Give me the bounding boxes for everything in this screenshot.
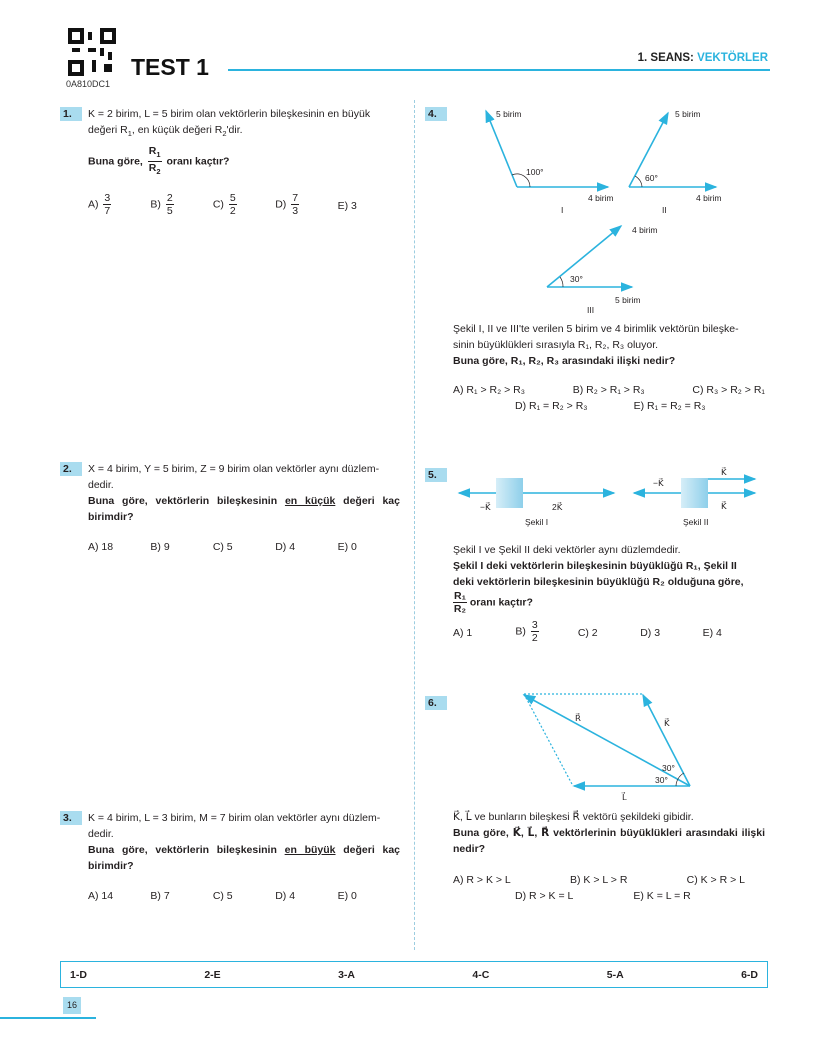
svg-text:−K⃗: −K⃗ bbox=[480, 502, 491, 512]
footer-rule bbox=[0, 1017, 96, 1019]
svg-text:K⃗: K⃗ bbox=[721, 467, 727, 477]
question-3 bbox=[88, 810, 400, 903]
q4-question: Buna göre, R₁, R₂, R₃ arasındaki ilişki nedir? bbox=[453, 355, 676, 367]
question-number: 1. bbox=[60, 107, 82, 121]
q5-question: Şekil I deki vektörlerin bileşkesinin büyüklüğü R₁, Şekil II bbox=[453, 560, 737, 572]
q3-text-2: dedir. bbox=[88, 828, 114, 840]
option-c[interactable]: C) K > R > L bbox=[686, 874, 745, 886]
option-e[interactable]: E) 0 bbox=[337, 541, 357, 553]
q4-text-2: sinin büyüklükleri sırasıyla R₁, R₂, R₃ oluyor. bbox=[453, 339, 659, 351]
option-b[interactable]: B) R₂ > R₁ > R₃ bbox=[572, 384, 645, 396]
option-c[interactable]: C) R₃ > R₂ > R₁ bbox=[692, 384, 765, 396]
answer-1: 1-D bbox=[70, 968, 87, 981]
svg-text:III: III bbox=[587, 305, 595, 315]
test-title: TEST 1 bbox=[131, 54, 209, 80]
header-rule bbox=[228, 69, 770, 71]
option-a[interactable]: A) R₁ > R₂ > R₃ bbox=[453, 384, 525, 396]
svg-text:5 birim: 5 birim bbox=[496, 109, 522, 119]
session-topic: VEKTÖRLER bbox=[697, 52, 768, 64]
option-e[interactable]: E) R₁ = R₂ = R₃ bbox=[633, 400, 706, 412]
svg-text:30°: 30° bbox=[662, 763, 675, 773]
page-number: 16 bbox=[63, 997, 81, 1014]
vector-arrow bbox=[486, 111, 517, 187]
answer-5: 5-A bbox=[606, 968, 624, 981]
option-b[interactable]: B) 9 bbox=[150, 541, 170, 553]
svg-text:60°: 60° bbox=[645, 173, 658, 183]
answer-key bbox=[60, 961, 768, 988]
q3-question: Buna göre, vektörlerin bileşkesinin en büyük değeri kaç birimdir? bbox=[88, 844, 401, 872]
option-c[interactable]: C) 2 bbox=[577, 627, 598, 639]
answer-4: 4-C bbox=[472, 968, 490, 981]
option-d[interactable]: D) $\frac{7}{3}$ bbox=[275, 192, 299, 218]
q5-question-2: deki vektörlerin bileşkesinin büyüklüğü R₂ olduğuna göre, bbox=[453, 576, 744, 588]
option-d[interactable]: D) R > K = L bbox=[515, 890, 574, 902]
box-object bbox=[681, 478, 708, 508]
option-d[interactable]: D) 4 bbox=[275, 890, 296, 902]
q2-text: X = 4 birim, Y = 5 birim, Z = 9 birim olan vektörler aynı düzlem- bbox=[88, 463, 380, 475]
svg-text:30°: 30° bbox=[655, 775, 668, 785]
q3-text: K = 4 birim, L = 3 birim, M = 7 birim olan vektörler aynı düzlem- bbox=[88, 812, 381, 824]
svg-text:II: II bbox=[662, 205, 667, 215]
q6-options bbox=[453, 872, 765, 904]
q1-question: Buna göre, $\frac{R_1}{R_2}$ oranı kaçtır? bbox=[88, 145, 230, 177]
svg-text:4 birim: 4 birim bbox=[632, 225, 658, 235]
option-c[interactable]: C) 5 bbox=[212, 890, 233, 902]
option-c[interactable]: C) $\frac{5}{2}$ bbox=[212, 192, 236, 218]
q2-text-2: dedir. bbox=[88, 479, 114, 491]
session-prefix: 1. SEANS: bbox=[637, 52, 694, 64]
q1-text: K = 2 birim, L = 5 birim olan vektörlerin bileşkesinin en büyük bbox=[88, 108, 371, 120]
answer-2: 2-E bbox=[204, 968, 221, 981]
q5-options bbox=[453, 619, 765, 647]
svg-text:5 birim: 5 birim bbox=[675, 109, 701, 119]
vector-arrow bbox=[629, 113, 668, 187]
option-d[interactable]: D) 3 bbox=[640, 627, 661, 639]
vector-arrow bbox=[547, 226, 621, 287]
q2-question: Buna göre, vektörlerin bileşkesinin en küçük değeri kaç birimdir? bbox=[88, 495, 400, 523]
svg-text:K⃗: K⃗ bbox=[721, 501, 727, 511]
question-2 bbox=[88, 461, 400, 554]
question-6 bbox=[453, 809, 765, 904]
question-number: 2. bbox=[60, 462, 82, 476]
option-b[interactable]: B) $\frac{3}{2}$ bbox=[515, 619, 538, 644]
session-heading bbox=[638, 52, 768, 64]
question-1 bbox=[88, 106, 400, 220]
svg-text:I: I bbox=[561, 205, 564, 215]
qr-code-label: 0A810DC1 bbox=[66, 79, 111, 89]
option-b[interactable]: B) 7 bbox=[150, 890, 170, 902]
svg-text:4 birim: 4 birim bbox=[588, 193, 614, 203]
option-b[interactable]: B) K > L > R bbox=[570, 874, 628, 886]
svg-text:100°: 100° bbox=[526, 167, 544, 177]
q3-options bbox=[88, 889, 400, 903]
option-e[interactable]: E) 4 bbox=[702, 627, 722, 639]
question-number: 5. bbox=[425, 468, 447, 482]
option-a[interactable]: A) 18 bbox=[88, 541, 114, 553]
option-e[interactable]: E) 3 bbox=[337, 200, 357, 213]
q2-options bbox=[88, 540, 400, 554]
vector-r bbox=[524, 695, 690, 786]
question-number: 4. bbox=[425, 107, 447, 121]
q4-options bbox=[453, 382, 765, 414]
answer-6: 6-D bbox=[741, 968, 758, 981]
svg-text:30°: 30° bbox=[570, 274, 583, 284]
option-d[interactable]: D) R₁ = R₂ > R₃ bbox=[515, 400, 588, 412]
vector-k bbox=[643, 695, 690, 786]
option-c[interactable]: C) 5 bbox=[212, 541, 233, 553]
question-5 bbox=[453, 542, 765, 647]
column-divider bbox=[414, 100, 415, 950]
q6-question: Buna göre, K⃗, L⃗, R⃗ vektörlerinin büyüklükleri arasındaki ilişki nedir? bbox=[453, 827, 765, 855]
q5-question-3: $\frac{\text{R₁}}{\text{R₂}}$ oranı kaçtır? bbox=[453, 590, 533, 615]
svg-text:2K⃗: 2K⃗ bbox=[552, 502, 563, 512]
option-d[interactable]: D) 4 bbox=[275, 541, 296, 553]
box-object bbox=[496, 478, 523, 508]
option-a[interactable]: A) 1 bbox=[453, 627, 473, 639]
svg-text:L⃗: L⃗ bbox=[622, 792, 627, 802]
svg-text:4 birim: 4 birim bbox=[696, 193, 722, 203]
answer-3: 3-A bbox=[338, 968, 355, 981]
option-a[interactable]: A) 14 bbox=[88, 890, 114, 902]
question-4 bbox=[453, 321, 765, 414]
option-a[interactable]: A) R > K > L bbox=[453, 874, 511, 886]
question-number: 6. bbox=[425, 696, 447, 710]
option-b[interactable]: B) $\frac{2}{5}$ bbox=[150, 192, 173, 218]
svg-text:5 birim: 5 birim bbox=[615, 295, 641, 305]
q1-text-2: değeri $R_1$, en küçük değeri $R_2'dir$. bbox=[88, 124, 243, 139]
q5-text: Şekil I ve Şekil II deki vektörler aynı düzlemdedir. bbox=[453, 544, 681, 556]
svg-text:Şekil I: Şekil I bbox=[525, 517, 549, 527]
q6-text: K⃗, L⃗ ve bunların bileşkesi R⃗ vektörü şekildeki gibidir. bbox=[453, 811, 694, 823]
q4-text: Şekil I, II ve III'te verilen 5 birim ve 4 birimlik vektörün bileşke- bbox=[453, 323, 739, 335]
svg-text:Şekil II: Şekil II bbox=[683, 517, 709, 527]
qr-code-icon bbox=[68, 28, 116, 76]
svg-text:R⃗: R⃗ bbox=[575, 713, 581, 723]
option-a[interactable]: A) $\frac{3}{7}$ bbox=[88, 192, 111, 218]
question-number: 3. bbox=[60, 811, 82, 825]
ratio-fraction: $\frac{R_1}{R_2}$ bbox=[148, 145, 161, 177]
svg-text:−K⃗: −K⃗ bbox=[653, 478, 664, 488]
option-e[interactable]: E) K = L = R bbox=[633, 890, 691, 902]
q1-options bbox=[88, 192, 400, 220]
option-e[interactable]: E) 0 bbox=[337, 890, 357, 902]
svg-text:K⃗: K⃗ bbox=[664, 718, 670, 728]
